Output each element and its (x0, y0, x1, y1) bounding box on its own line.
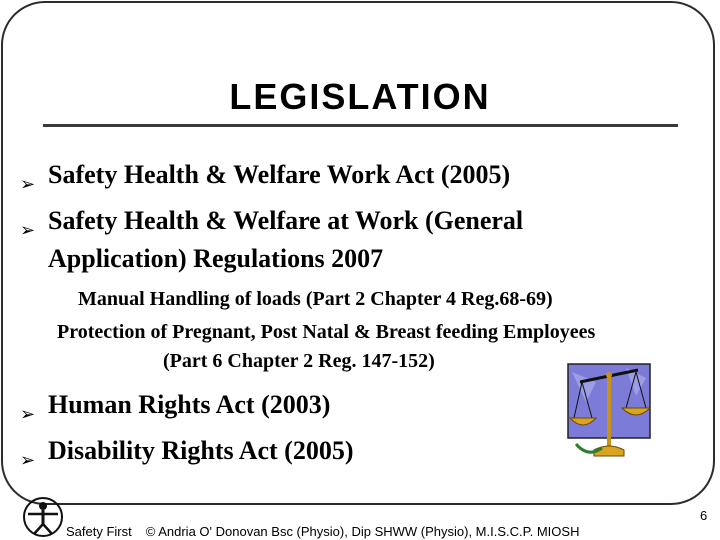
arrow-bullet-icon: ➢ (20, 404, 36, 425)
sub-item-protection-ref: (Part 6 Chapter 2 Reg. 147-152) (163, 350, 435, 372)
bullet-text: Human Rights Act (2003) (48, 390, 331, 419)
title-underline (43, 124, 678, 127)
bullet-item-1 (20, 156, 700, 194)
scales-of-justice-icon (566, 362, 652, 462)
bullet-item-2 (20, 202, 660, 278)
arrow-bullet-icon: ➢ (20, 220, 36, 241)
footer-credit-line (66, 524, 579, 539)
footer-credit: © Andria O' Donovan Bsc (Physio), Dip SHWW (Physio), M.I.S.C.P. MIOSH (145, 524, 580, 539)
vitruvian-man-logo-icon (22, 496, 64, 538)
arrow-bullet-icon: ➢ (20, 174, 36, 195)
bullet-text: Disability Rights Act (2005) (48, 436, 354, 465)
slide-title: LEGISLATION (229, 76, 491, 117)
footer-brand: Safety First (66, 524, 132, 539)
arrow-bullet-icon: ➢ (20, 450, 36, 471)
sub-item-protection: Protection of Pregnant, Post Natal & Breast feeding Employees (57, 321, 596, 343)
bullet-item-3 (20, 386, 520, 424)
bullet-text: Safety Health & Welfare Work Act (2005) (48, 160, 511, 189)
bullet-item-4 (20, 432, 520, 470)
sub-item-manual-handling: Manual Handling of loads (Part 2 Chapter 4 Reg.68-69) (78, 288, 553, 310)
page-number: 6 (700, 508, 708, 523)
bullet-text: Safety Health & Welfare at Work (General Application) Regulations 2007 (48, 206, 524, 273)
